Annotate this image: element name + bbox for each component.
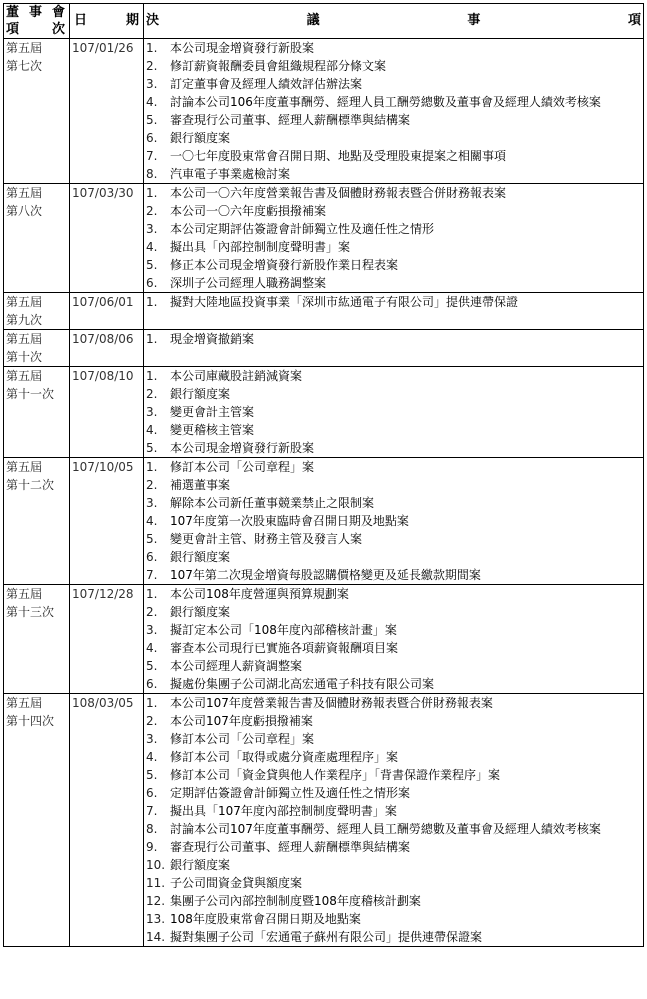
header-items — [144, 4, 644, 39]
session-label: 第五屆 — [6, 460, 43, 474]
resolution-item — [144, 458, 643, 476]
resolution-text: 解除本公司新任董事競業禁止之限制案 — [170, 496, 375, 510]
table-row — [4, 694, 644, 947]
session-label: 第七次 — [6, 59, 43, 73]
resolution-text: 擬對集團子公司「宏通電子蘇州有限公司」提供連帶保證案 — [170, 930, 483, 944]
resolution-text: 一〇七年度股東常會召開日期、地點及受理股東提案之相關事項 — [170, 149, 507, 163]
resolution-item — [144, 675, 643, 693]
table-row — [4, 330, 644, 367]
resolution-item — [144, 439, 643, 457]
resolution-text: 銀行額度案 — [170, 858, 231, 872]
resolution-text: 107年度第一次股東臨時會召開日期及地點案 — [170, 514, 409, 528]
resolution-item — [144, 874, 643, 892]
resolution-text: 討論本公司106年度董事酬勞、經理人員工酬勞總數及董事會及經理人績效考核案 — [170, 95, 601, 109]
resolution-number: 7. — [146, 149, 158, 163]
resolution-number: 5. — [146, 441, 158, 455]
resolution-number: 6. — [146, 276, 158, 290]
resolution-number: 2. — [146, 204, 158, 218]
resolution-item — [144, 293, 643, 311]
session-cell — [4, 367, 70, 458]
resolution-item — [144, 220, 643, 238]
table-body — [4, 39, 644, 947]
resolution-number: 13. — [146, 912, 166, 926]
date-cell: 107/06/01 — [70, 293, 144, 330]
resolution-number: 2. — [146, 605, 158, 619]
resolution-text: 本公司一〇六年度營業報告書及個體財務報表暨合併財務報表案 — [170, 186, 507, 200]
resolution-item — [144, 165, 643, 183]
table-row — [4, 367, 644, 458]
resolution-number: 4. — [146, 95, 158, 109]
header-session-char: 會 — [51, 5, 65, 20]
header-items-char: 決 — [146, 13, 160, 28]
date-cell: 107/08/06 — [70, 330, 144, 367]
resolution-text: 子公司間資金貸與額度案 — [170, 876, 303, 890]
resolution-number: 4. — [146, 750, 158, 764]
resolutions-cell — [144, 293, 644, 330]
session-cell — [4, 184, 70, 293]
resolution-number: 14. — [146, 930, 166, 944]
resolution-number: 10. — [146, 858, 166, 872]
resolution-number: 4. — [146, 240, 158, 254]
resolution-number: 6. — [146, 677, 158, 691]
session-cell — [4, 293, 70, 330]
session-label: 第五屆 — [6, 41, 43, 55]
resolution-text: 深圳子公司經理人職務調整案 — [170, 276, 327, 290]
session-label: 第十次 — [6, 350, 43, 364]
session-label: 第八次 — [6, 204, 43, 218]
resolution-number: 5. — [146, 258, 158, 272]
resolution-text: 修訂本公司「取得或處分資產處理程序」案 — [170, 750, 399, 764]
resolution-number: 1. — [146, 369, 158, 383]
resolution-item — [144, 129, 643, 147]
session-label: 第五屆 — [6, 332, 43, 346]
resolution-item — [144, 93, 643, 111]
resolution-item — [144, 385, 643, 403]
resolution-text: 變更會計主管案 — [170, 405, 255, 419]
session-cell — [4, 39, 70, 184]
resolution-text: 討論本公司107年度董事酬勞、經理人員工酬勞總數及董事會及經理人績效考核案 — [170, 822, 601, 836]
resolutions-cell — [144, 184, 644, 293]
session-cell — [4, 458, 70, 585]
resolution-item — [144, 57, 643, 75]
resolution-text: 銀行額度案 — [170, 387, 231, 401]
resolution-text: 審查本公司現行已實施各項薪資報酬項目案 — [170, 641, 399, 655]
resolution-text: 擬處份集團子公司湖北高宏通電子科技有限公司案 — [170, 677, 435, 691]
resolution-item — [144, 476, 643, 494]
resolution-item — [144, 111, 643, 129]
header-date-char: 期 — [125, 13, 139, 28]
header-session-char: 董 — [6, 5, 20, 20]
resolution-number: 7. — [146, 804, 158, 818]
resolution-number: 3. — [146, 496, 158, 510]
resolution-number: 5. — [146, 532, 158, 546]
resolution-item — [144, 820, 643, 838]
session-label: 第五屆 — [6, 369, 43, 383]
resolution-text: 本公司現金增資發行新股案 — [170, 41, 315, 55]
resolution-number: 4. — [146, 641, 158, 655]
table-row — [4, 293, 644, 330]
resolution-number: 1. — [146, 295, 158, 309]
resolution-item — [144, 802, 643, 820]
resolution-item — [144, 694, 643, 712]
resolution-number: 1. — [146, 460, 158, 474]
board-resolutions-table — [3, 3, 644, 947]
resolution-item — [144, 256, 643, 274]
resolution-number: 4. — [146, 423, 158, 437]
resolution-item — [144, 421, 643, 439]
date-cell: 107/08/10 — [70, 367, 144, 458]
resolution-text: 修訂本公司「公司章程」案 — [170, 732, 315, 746]
session-label: 第九次 — [6, 313, 43, 327]
resolution-item — [144, 202, 643, 220]
resolution-item — [144, 330, 643, 348]
resolution-number: 1. — [146, 41, 158, 55]
resolution-text: 擬出具「內部控制制度聲明書」案 — [170, 240, 351, 254]
resolutions-cell — [144, 585, 644, 694]
resolution-number: 6. — [146, 786, 158, 800]
resolution-item — [144, 712, 643, 730]
header-date-char: 日 — [74, 13, 88, 28]
resolution-text: 本公司定期評估簽證會計師獨立性及適任性之情形 — [170, 222, 435, 236]
resolution-text: 變更會計主管、財務主管及發言人案 — [170, 532, 363, 546]
session-cell — [4, 585, 70, 694]
resolution-text: 本公司經理人薪資調整案 — [170, 659, 303, 673]
date-cell: 108/03/05 — [70, 694, 144, 947]
resolution-item — [144, 621, 643, 639]
resolution-number: 5. — [146, 768, 158, 782]
resolution-number: 1. — [146, 186, 158, 200]
resolution-text: 修正本公司現金增資發行新股作業日程表案 — [170, 258, 399, 272]
resolution-number: 9. — [146, 840, 158, 854]
header-session-char: 次 — [51, 22, 65, 37]
resolution-item — [144, 147, 643, 165]
resolution-text: 汽車電子事業處檢討案 — [170, 167, 291, 181]
resolution-number: 6. — [146, 550, 158, 564]
resolution-item — [144, 657, 643, 675]
resolution-item — [144, 512, 643, 530]
resolution-text: 本公司107年度虧損撥補案 — [170, 714, 313, 728]
resolution-item — [144, 766, 643, 784]
resolution-item — [144, 856, 643, 874]
resolution-number: 8. — [146, 822, 158, 836]
resolution-text: 定期評估簽證會計師獨立性及適任性之情形案 — [170, 786, 411, 800]
resolutions-cell — [144, 39, 644, 184]
resolution-text: 108年度股東常會召開日期及地點案 — [170, 912, 361, 926]
resolution-text: 修訂本公司「公司章程」案 — [170, 460, 315, 474]
resolution-number: 3. — [146, 222, 158, 236]
table-row — [4, 458, 644, 585]
resolutions-cell — [144, 694, 644, 947]
resolution-text: 審查現行公司董事、經理人薪酬標準與結構案 — [170, 840, 411, 854]
session-label: 第十一次 — [6, 387, 55, 401]
resolutions-cell — [144, 330, 644, 367]
resolution-text: 擬訂定本公司「108年度內部稽核計畫」案 — [170, 623, 397, 637]
resolution-number: 2. — [146, 714, 158, 728]
header-session — [4, 4, 70, 39]
date-cell: 107/03/30 — [70, 184, 144, 293]
resolution-text: 補選董事案 — [170, 478, 231, 492]
resolutions-cell — [144, 367, 644, 458]
resolution-text: 審查現行公司董事、經理人薪酬標準與結構案 — [170, 113, 411, 127]
resolution-item — [144, 548, 643, 566]
resolution-item — [144, 274, 643, 292]
resolution-number: 1. — [146, 332, 158, 346]
resolution-item — [144, 238, 643, 256]
resolution-item — [144, 910, 643, 928]
resolution-item — [144, 39, 643, 57]
resolutions-cell — [144, 458, 644, 585]
resolution-number: 3. — [146, 732, 158, 746]
resolution-text: 本公司現金增資發行新股案 — [170, 441, 315, 455]
date-cell: 107/12/28 — [70, 585, 144, 694]
resolution-text: 擬對大陸地區投資事業「深圳市紘通電子有限公司」提供連帶保證 — [170, 295, 519, 309]
resolution-text: 現金增資撤銷案 — [170, 332, 255, 346]
resolution-item — [144, 184, 643, 202]
resolution-text: 變更稽核主管案 — [170, 423, 255, 437]
resolution-item — [144, 838, 643, 856]
resolution-item — [144, 75, 643, 93]
table-row — [4, 184, 644, 293]
resolution-item — [144, 748, 643, 766]
resolution-number: 2. — [146, 59, 158, 73]
header-session-char: 項 — [6, 22, 20, 37]
resolution-item — [144, 530, 643, 548]
resolution-item — [144, 367, 643, 385]
session-label: 第五屆 — [6, 587, 43, 601]
resolution-text: 本公司107年度營業報告書及個體財務報表暨合併財務報表案 — [170, 696, 493, 710]
resolution-text: 修訂薪資報酬委員會組織規程部分條文案 — [170, 59, 387, 73]
session-label: 第五屆 — [6, 295, 43, 309]
resolution-number: 12. — [146, 894, 166, 908]
resolution-number: 5. — [146, 659, 158, 673]
resolution-number: 3. — [146, 77, 158, 91]
resolution-text: 本公司108年度營運與預算規劃案 — [170, 587, 349, 601]
resolution-number: 6. — [146, 131, 158, 145]
resolution-item — [144, 892, 643, 910]
resolution-item — [144, 585, 643, 603]
resolution-text: 訂定董事會及經理人績效評估辦法案 — [170, 77, 363, 91]
resolution-text: 銀行額度案 — [170, 131, 231, 145]
resolution-text: 107年第二次現金增資每股認購價格變更及延長繳款期間案 — [170, 568, 481, 582]
resolution-text: 本公司一〇六年度虧損撥補案 — [170, 204, 327, 218]
table-row — [4, 585, 644, 694]
resolution-text: 本公司庫藏股註銷減資案 — [170, 369, 303, 383]
resolution-number: 5. — [146, 113, 158, 127]
session-label: 第十三次 — [6, 605, 55, 619]
resolution-item — [144, 928, 643, 946]
resolution-number: 7. — [146, 568, 158, 582]
session-label: 第十二次 — [6, 478, 55, 492]
resolution-item — [144, 730, 643, 748]
resolution-number: 3. — [146, 623, 158, 637]
resolution-text: 修訂本公司「資金貸與他人作業程序」「背書保證作業程序」案 — [170, 768, 501, 782]
header-session-char: 事 — [28, 5, 42, 20]
resolution-item — [144, 494, 643, 512]
session-label: 第五屆 — [6, 186, 43, 200]
resolution-item — [144, 403, 643, 421]
resolution-number: 2. — [146, 387, 158, 401]
header-date — [70, 4, 144, 39]
date-cell: 107/10/05 — [70, 458, 144, 585]
resolution-number: 4. — [146, 514, 158, 528]
header-items-char: 事 — [467, 13, 481, 28]
date-cell: 107/01/26 — [70, 39, 144, 184]
resolution-item — [144, 639, 643, 657]
resolution-number: 11. — [146, 876, 166, 890]
header-items-char: 議 — [306, 13, 320, 28]
table-row — [4, 39, 644, 184]
resolution-item — [144, 784, 643, 802]
session-label: 第五屆 — [6, 696, 43, 710]
resolution-number: 3. — [146, 405, 158, 419]
session-cell — [4, 330, 70, 367]
resolution-text: 銀行額度案 — [170, 605, 231, 619]
session-label: 第十四次 — [6, 714, 55, 728]
resolution-number: 1. — [146, 587, 158, 601]
resolution-number: 1. — [146, 696, 158, 710]
table-header-row — [4, 4, 644, 39]
session-cell — [4, 694, 70, 947]
resolution-item — [144, 566, 643, 584]
resolution-text: 擬出具「107年度內部控制制度聲明書」案 — [170, 804, 397, 818]
resolution-number: 8. — [146, 167, 158, 181]
resolution-text: 集團子公司內部控制制度暨108年度稽核計劃案 — [170, 894, 421, 908]
header-items-char: 項 — [627, 13, 641, 28]
resolution-item — [144, 603, 643, 621]
resolution-text: 銀行額度案 — [170, 550, 231, 564]
resolution-number: 2. — [146, 478, 158, 492]
